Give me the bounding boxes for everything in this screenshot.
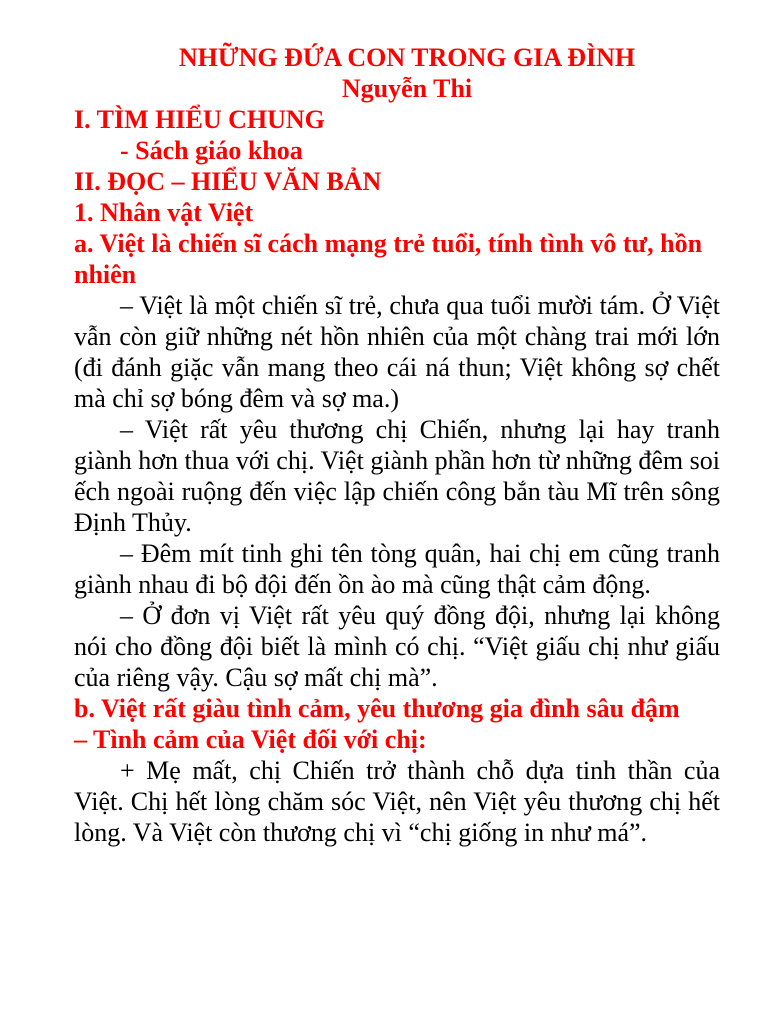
- paragraph: – Ở đơn vị Việt rất yêu quý đồng đội, nhưng lại không nói cho đồng đội biết là mình có chị. “Việt giấu chị như giấu của riêng vậy. Cậu sợ mất chị mà”.: [74, 601, 720, 692]
- paragraph: – Việt là một chiến sĩ trẻ, chưa qua tuổi mười tám. Ở Việt vẫn còn giữ những nét hồn nhiên của một chàng trai mới lớn (đi đánh giặc vẫn mang theo cái ná thun; Việt không sợ chết mà chỉ sợ bóng đêm và sợ ma.): [74, 291, 720, 413]
- section-heading-2: II. ĐỌC – HIỂU VĂN BẢN: [74, 167, 382, 196]
- section-heading-1: I. TÌM HIỂU CHUNG: [74, 105, 325, 134]
- paragraph: – Đêm mít tinh ghi tên tòng quân, hai chị em cũng tranh giành nhau đi bộ đội đến ồn ào mà cũng thật cảm động.: [74, 539, 720, 599]
- paragraph: – Việt rất yêu thương chị Chiến, nhưng lại hay tranh giành hơn thua với chị. Việt giành phần hơn từ những đêm soi ếch ngoài ruộng đến việc lập chiến công bắn tàu Mĩ trên sông Định Thủy.: [74, 415, 720, 537]
- subheading-a: a. Việt là chiến sĩ cách mạng trẻ tuổi, tính tình vô tư, hồn nhiên: [74, 229, 703, 289]
- document-title: NHỮNG ĐỨA CON TRONG GIA ĐÌNH: [178, 43, 636, 72]
- paragraph: + Mẹ mất, chị Chiến trở thành chỗ dựa tinh thần của Việt. Chị hết lòng chăm sóc Việt, nên Việt yêu thương chị hết lòng. Và Việt còn thương chị vì “chị giống in như má”.: [74, 756, 720, 847]
- subheading-character-viet: 1. Nhân vật Việt: [74, 198, 254, 227]
- document-author: Nguyễn Thi: [341, 74, 473, 103]
- section-item-textbook: - Sách giáo khoa: [120, 136, 303, 165]
- subheading-b-line2: – Tình cảm của Việt đối với chị:: [74, 725, 427, 754]
- subheading-b: b. Việt rất giàu tình cảm, yêu thương gia đình sâu đậm: [74, 694, 680, 723]
